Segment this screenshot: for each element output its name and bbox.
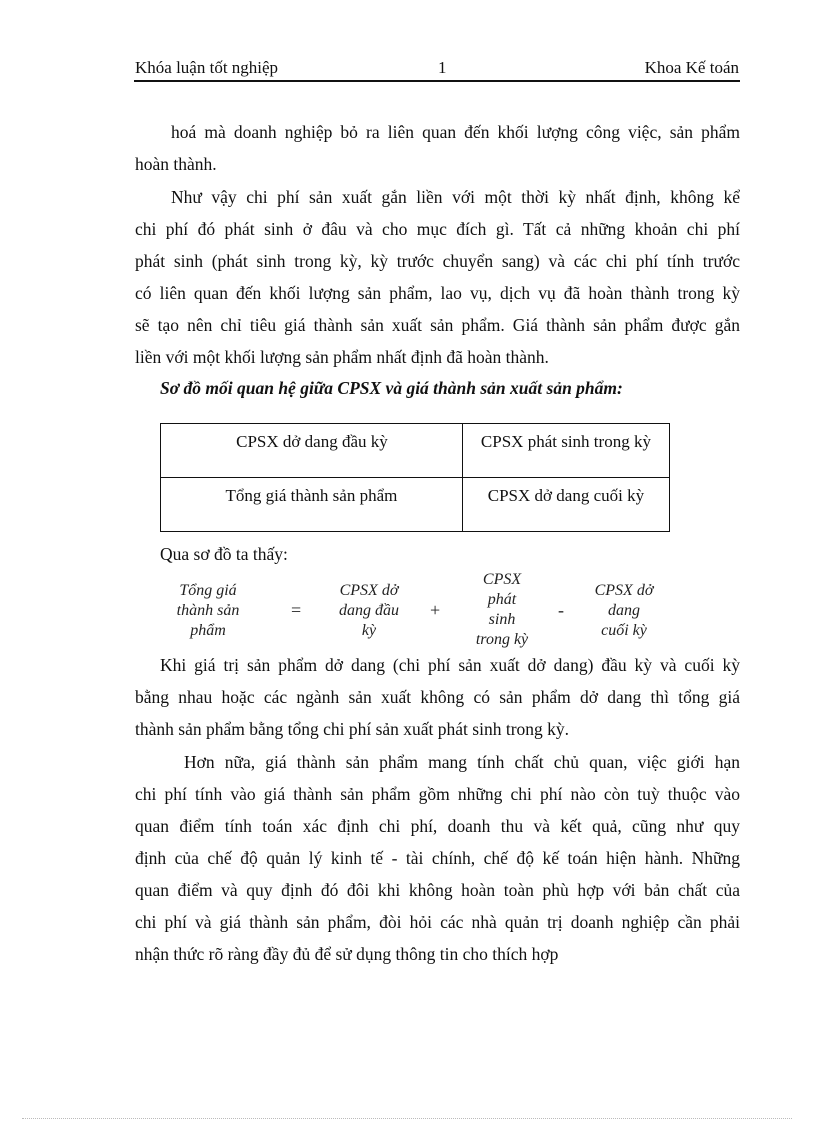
equation-lhs [170, 581, 246, 641]
eq-text: cuối kỳ [601, 622, 647, 639]
eq-text: phát [487, 591, 517, 608]
text-line: bằng nhau hoặc các ngành sản xuất không có sản phẩm dở dang thì tổng giá [135, 687, 740, 707]
paragraph-1 [135, 116, 740, 180]
text-line: hoá mà doanh nghiệp bỏ ra liên quan đến khối lượng công việc, sản phẩm [171, 122, 740, 142]
diagram-cell-closing-wip: CPSX dở dang cuối kỳ [462, 478, 669, 532]
text-line: có liên quan đến khối lượng sản phẩm, lao vụ, dịch vụ đã hoàn thành trong kỳ [135, 283, 740, 303]
cost-diagram [160, 423, 670, 532]
text-line: phát sinh (phát sinh trong kỳ, kỳ trước chuyển sang) và các chi phí tính trước [135, 251, 740, 271]
paragraph-2 [135, 181, 740, 373]
text-line: hoàn thành. [135, 154, 217, 174]
eq-text: phẩm [190, 622, 226, 639]
eq-text: CPSX dở [594, 582, 654, 599]
paragraph-3-cont [135, 681, 740, 745]
eq-text: trong kỳ [475, 631, 529, 648]
text-line: Khi giá trị sản phẩm dở dang (chi phí sản xuất dở dang) đầu kỳ và cuối kỳ [160, 655, 740, 675]
plus-sign: + [430, 600, 441, 620]
text-line: liền với một khối lượng sản phẩm nhất định đã hoàn thành. [135, 347, 549, 367]
text-line: nhận thức rõ ràng đầy đủ để sử dụng thông tin cho thích hợp [135, 944, 559, 964]
paragraph-3 [160, 649, 740, 681]
page-bottom-edge [22, 1118, 792, 1119]
text-line: quan điểm và quy định đó đôi khi không hoàn toàn phù hợp với bản chất của [135, 880, 740, 900]
equation-term-opening [326, 581, 412, 641]
text-line: thành sản phẩm bằng tổng chi phí sản xuất phát sinh trong kỳ. [135, 719, 570, 739]
page-number: 1 [438, 58, 447, 77]
text-line: chi phí và giá thành sản phẩm, đòi hỏi các nhà quản trị doanh nghiệp cần phải [135, 912, 740, 932]
eq-text: Tổng giá [179, 582, 237, 599]
diagram-cell-incurred-cost: CPSX phát sinh trong kỳ [462, 424, 669, 478]
eq-text: dang [608, 602, 640, 619]
text-line: chi phí tính vào giá thành sản phẩm gồm những chi phí nào còn tuỳ thuộc vào [135, 784, 740, 804]
paragraph-4 [135, 746, 740, 970]
diagram-cell-total-cost: Tổng giá thành sản phẩm [161, 478, 463, 532]
eq-text: sinh [488, 611, 516, 628]
diagram-title: Sơ đồ mối quan hệ giữa CPSX và giá thành sản xuất sản phẩm: [160, 378, 623, 398]
text-line: Như vậy chi phí sản xuất gắn liền với một thời kỳ nhất định, không kể [171, 187, 740, 207]
text-line: Hơn nữa, giá thành sản phẩm mang tính chất chủ quan, việc giới hạn [184, 752, 740, 772]
text-line: chi phí đó phát sinh ở đâu và cho mục đích gì. Tất cả những khoản chi phí [135, 219, 740, 239]
equation-intro: Qua sơ đồ ta thấy: [160, 544, 288, 564]
diagram-cell-opening-wip: CPSX dở dang đầu kỳ [161, 424, 463, 478]
equation-term-closing [584, 581, 664, 641]
header-rule [134, 80, 740, 82]
equals-sign: = [291, 600, 302, 620]
header-right-title: Khoa Kế toán [644, 58, 739, 77]
eq-text: CPSX [482, 571, 522, 588]
eq-text: kỳ [361, 622, 377, 639]
eq-text: CPSX dở [339, 582, 399, 599]
eq-text: thành sản [176, 602, 240, 619]
equation-term-incurred [462, 570, 542, 650]
minus-sign: - [558, 600, 564, 620]
text-line: sẽ tạo nên chỉ tiêu giá thành sản xuất sản phẩm. Giá thành sản phẩm được gắn [135, 315, 740, 335]
text-line: định của chế độ quản lý kinh tế - tài chính, chế độ kế toán hiện hành. Những [135, 848, 740, 868]
header-left-title: Khóa luận tốt nghiệp [135, 58, 279, 77]
eq-text: dang đầu [339, 602, 399, 619]
text-line: quan điểm tính toán xác định chi phí, doanh thu và kết quả, cũng như quy [135, 816, 740, 836]
